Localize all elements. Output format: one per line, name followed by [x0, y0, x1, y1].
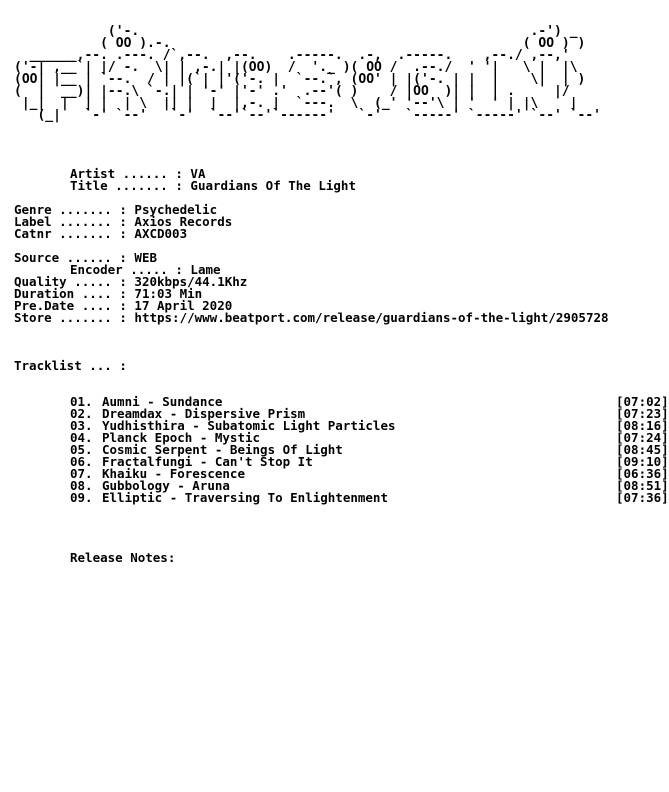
track-number: 02.: [70, 406, 93, 421]
track-duration: [07:24]: [616, 430, 669, 445]
catnr-row: [14, 228, 609, 240]
encoder-label: Encoder ..... :: [70, 262, 183, 277]
duration-value: 71:03 Min: [134, 286, 203, 301]
track-duration: [06:36]: [616, 466, 669, 481]
catnr-value: AXCD003: [134, 226, 188, 241]
track-duration: [08:16]: [616, 418, 669, 433]
track-title: Cosmic Serpent - Beings Of Light: [102, 442, 343, 457]
track-duration: [09:10]: [616, 454, 669, 469]
store-label: Store ....... :: [14, 310, 127, 325]
release-notes-heading: Release Notes:: [70, 550, 176, 565]
quality-label: Quality ..... :: [14, 274, 127, 289]
track-number: 04.: [70, 430, 93, 445]
title-value: Guardians Of The Light: [190, 178, 356, 193]
source-value: WEB: [134, 250, 157, 265]
track-duration: [08:45]: [616, 442, 669, 457]
release-info: [14, 168, 609, 324]
track-number: 06.: [70, 454, 93, 469]
track-number: 01.: [70, 394, 93, 409]
artist-label: Artist ...... :: [70, 166, 183, 181]
predate-value: 17 April 2020: [134, 298, 233, 313]
track-duration: [07:36]: [616, 490, 669, 505]
track-duration: [07:02]: [616, 394, 669, 409]
tracklist: [70, 396, 669, 504]
encoder-value: Lame: [190, 262, 221, 277]
track-number: 08.: [70, 478, 93, 493]
track-title: Aumni - Sundance: [102, 394, 223, 409]
track-title: Planck Epoch - Mystic: [102, 430, 261, 445]
track-duration: [07:23]: [616, 406, 669, 421]
tracklist-heading: Tracklist ... :: [14, 358, 127, 373]
genre-value: Psychedelic: [134, 202, 218, 217]
title-row: [14, 180, 609, 192]
track-number: 07.: [70, 466, 93, 481]
title-label: Title ....... :: [70, 178, 183, 193]
track-number: 05.: [70, 442, 93, 457]
track-title: Yudhisthira - Subatomic Light Particles: [102, 418, 396, 433]
track-duration: [08:51]: [616, 478, 669, 493]
track-title: Khaiku - Forescence: [102, 466, 245, 481]
track-title: Elliptic - Traversing To Enlightenment: [102, 490, 388, 505]
ascii-art-logo: ('-. .-') _ ( OO ).-. ( OO ) ) ______,--. .---. /`,--. ,--. .-----. .-, .-----. ,--./ ,--,' ('-| ,__`| |/ -. \| | ,-.| |(OO) / '._ )( OO / .--./ ' '| \ | |\ (OO| |__ | `--. / | |(`| |'('-. | `--.`, (OO' | |('-. | | | \| | ) ( | __)| |--.\ `-.| | '-' |'-' .' .--'( ) / |OO )| | | . |/ |_| | | | | \ || | | |,-. | `---. \ (_' '--'\ | ' ' | |\ | (_| `-' `--' `-' `--'`--'`------' `-' `-----' `-----' `--' `--': [14, 24, 601, 123]
catnr-label: Catnr ....... :: [14, 226, 127, 241]
track-title: Dreamdax - Dispersive Prism: [102, 406, 306, 421]
predate-label: Pre.Date .... :: [14, 298, 127, 313]
store-row: [14, 312, 609, 324]
store-link[interactable]: https://www.beatport.com/release/guardians-of-the-light/2905728: [134, 310, 609, 325]
track-title: Gubbology - Aruna: [102, 478, 230, 493]
label-label: Label ....... :: [14, 214, 127, 229]
label-value: Axios Records: [134, 214, 233, 229]
track-row: [70, 492, 669, 504]
track-number: 09.: [70, 490, 93, 505]
duration-label: Duration .... :: [14, 286, 127, 301]
source-label: Source ...... :: [14, 250, 127, 265]
genre-label: Genre ....... :: [14, 202, 127, 217]
quality-value: 320kbps/44.1Khz: [134, 274, 248, 289]
artist-value: VA: [190, 166, 206, 181]
track-number: 03.: [70, 418, 93, 433]
track-title: Fractalfungi - Can't Stop It: [102, 454, 313, 469]
